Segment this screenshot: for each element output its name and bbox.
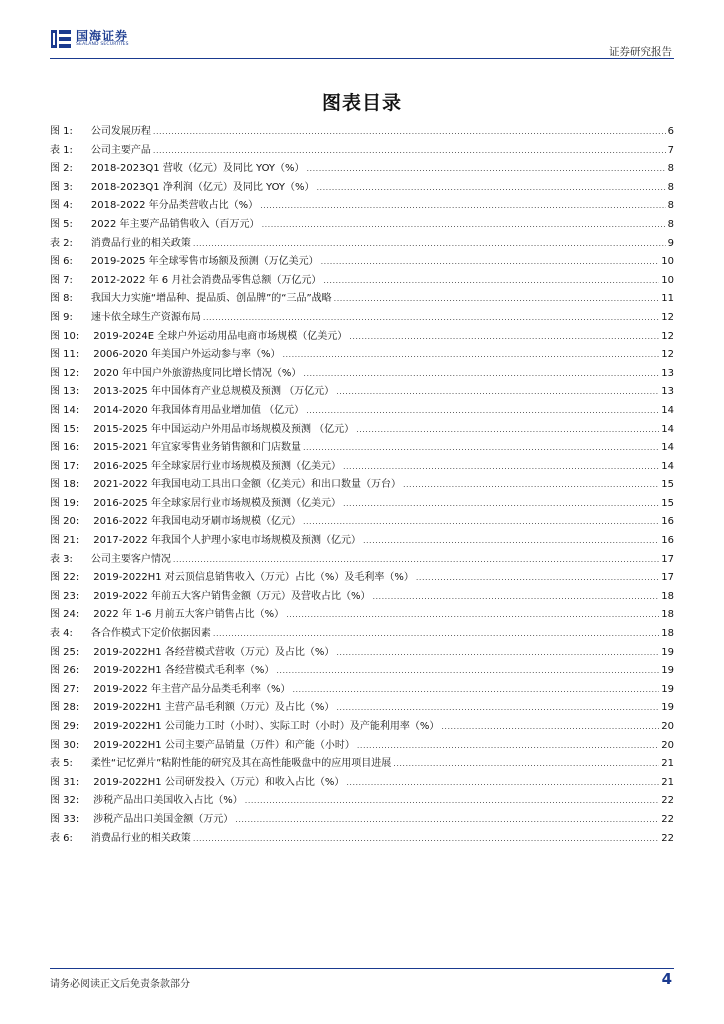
toc-entry-page: 19	[661, 702, 674, 714]
toc-leader-dots	[193, 834, 659, 843]
table-of-figures	[50, 122, 674, 847]
toc-entry-label: 图 27:	[50, 683, 80, 695]
toc-leader-dots	[336, 703, 659, 712]
toc-entry[interactable]	[50, 271, 674, 290]
toc-leader-dots	[173, 555, 659, 564]
toc-entry-title: 2022 年 1-6 月前五大客户销售占比（%）	[93, 609, 285, 621]
toc-entry[interactable]	[50, 810, 674, 829]
toc-entry-label: 图 19:	[50, 497, 80, 509]
page-number: 4	[661, 970, 672, 988]
toc-entry-title: 消费品行业的相关政策	[90, 832, 191, 844]
toc-leader-dots	[334, 294, 660, 303]
toc-entry-title: 2018-2023Q1 营收（亿元）及同比 YOY（%）	[90, 163, 305, 175]
toc-leader-dots	[336, 387, 659, 396]
toc-entry[interactable]	[50, 791, 674, 810]
toc-entry[interactable]	[50, 159, 674, 178]
toc-entry[interactable]	[50, 680, 674, 699]
toc-entry-label: 表 1:	[50, 144, 73, 156]
toc-entry[interactable]	[50, 754, 674, 773]
toc-entry-page: 13	[661, 367, 674, 379]
toc-leader-dots	[441, 722, 659, 731]
toc-entry-label: 图 23:	[50, 590, 80, 602]
toc-leader-dots	[356, 425, 659, 434]
toc-entry-page: 15	[661, 479, 674, 491]
toc-leader-dots	[416, 573, 659, 582]
toc-leader-dots	[343, 499, 659, 508]
toc-entry-title: 2016-2025 年全球家居行业市场规模及预测（亿美元）	[93, 460, 341, 472]
logo-text	[76, 30, 129, 48]
toc-entry-label: 图 2:	[50, 163, 73, 175]
toc-entry-page: 14	[661, 423, 674, 435]
toc-leader-dots	[346, 778, 659, 787]
toc-entry-page: 12	[661, 330, 674, 342]
toc-leader-dots	[303, 517, 659, 526]
toc-leader-dots	[276, 666, 659, 675]
toc-entry-label: 图 30:	[50, 739, 80, 751]
toc-entry-label: 图 28:	[50, 702, 80, 714]
toc-entry-page: 20	[661, 739, 674, 751]
toc-entry[interactable]	[50, 382, 674, 401]
toc-entry-page: 14	[661, 404, 674, 416]
toc-entry-title: 2015-2021 年宜家零售业务销售额和门店数量	[93, 442, 301, 454]
toc-entry-title: 2013-2025 年中国体育产业总规模及预测 （万亿元）	[93, 386, 335, 398]
toc-entry[interactable]	[50, 550, 674, 569]
toc-entry-title: 涉税产品出口美国收入占比（%）	[93, 795, 243, 807]
toc-entry-title: 2019-2022H1 主营产品毛利额（万元）及占比（%）	[93, 702, 335, 714]
toc-entry-page: 17	[661, 572, 674, 584]
toc-entry[interactable]	[50, 475, 674, 494]
toc-leader-dots	[372, 592, 659, 601]
toc-entry[interactable]	[50, 512, 674, 531]
toc-entry-label: 图 11:	[50, 349, 80, 361]
toc-entry-title: 2018-2022 年分品类营收占比（%）	[90, 200, 259, 212]
toc-entry-label: 图 1:	[50, 126, 73, 137]
toc-entry[interactable]	[50, 457, 674, 476]
toc-leader-dots	[153, 127, 666, 136]
toc-leader-dots	[245, 796, 659, 805]
toc-entry-title: 2019-2025 年全球零售市场额及预测（万亿美元）	[90, 256, 319, 268]
toc-entry-page: 18	[661, 590, 674, 602]
toc-entry-title: 2018-2023Q1 净利润（亿元）及同比 YOY（%）	[90, 181, 315, 193]
toc-entry-label: 图 24:	[50, 609, 80, 621]
toc-entry[interactable]	[50, 438, 674, 457]
toc-entry-page: 20	[661, 721, 674, 732]
toc-entry-title: 2006-2020 年美国户外运动参与率（%）	[93, 349, 281, 361]
toc-entry-title: 2016-2022 年我国电动牙刷市场规模（亿元）	[93, 516, 301, 528]
toc-entry-title: 公司主要客户情况	[90, 553, 171, 565]
toc-entry[interactable]	[50, 122, 674, 141]
toc-entry[interactable]	[50, 178, 674, 197]
toc-entry[interactable]	[50, 289, 674, 308]
toc-entry-page: 22	[661, 832, 674, 844]
toc-entry-page: 22	[661, 813, 674, 825]
toc-leader-dots	[286, 610, 659, 619]
toc-entry-page: 18	[661, 628, 674, 640]
toc-entry-title: 2019-2022H1 公司能力工时（小时）、实际工时（小时）及产能利用率（%）	[93, 721, 440, 732]
company-logo	[50, 28, 129, 50]
toc-entry[interactable]	[50, 717, 674, 736]
toc-entry[interactable]	[50, 605, 674, 624]
toc-entry-label: 图 17:	[50, 460, 80, 472]
toc-entry-title: 2019-2022H1 各经营模式营收（万元）及占比（%）	[93, 646, 335, 658]
toc-entry-page: 8	[667, 218, 674, 230]
toc-entry-title: 2020 年中国户外旅游热度同比增长情况（%）	[93, 367, 302, 379]
toc-entry-label: 图 10:	[50, 330, 80, 342]
toc-leader-dots	[363, 536, 659, 545]
toc-entry[interactable]	[50, 773, 674, 792]
toc-entry[interactable]	[50, 736, 674, 755]
toc-entry[interactable]	[50, 420, 674, 439]
toc-leader-dots	[260, 201, 666, 210]
toc-entry-label: 图 7:	[50, 274, 73, 286]
toc-leader-dots	[303, 369, 659, 378]
toc-entry-label: 表 4:	[50, 628, 73, 640]
toc-entry-title: 2015-2025 年中国运动户外用品市场规模及预测 （亿元）	[93, 423, 355, 435]
toc-leader-dots	[323, 276, 659, 285]
toc-entry-label: 图 12:	[50, 367, 80, 379]
toc-entry-label: 图 6:	[50, 256, 73, 268]
toc-entry-title: 涉税产品出口美国金额（万元）	[93, 813, 234, 825]
toc-entry-label: 图 13:	[50, 386, 80, 398]
toc-entry-label: 图 3:	[50, 181, 73, 193]
toc-leader-dots	[193, 239, 666, 248]
toc-entry[interactable]	[50, 568, 674, 587]
toc-entry-title: 公司主要产品	[90, 144, 151, 156]
toc-leader-dots	[303, 443, 659, 452]
toc-entry-label: 图 8:	[50, 293, 73, 305]
toc-entry-label: 图 25:	[50, 646, 80, 658]
toc-entry-page: 10	[661, 256, 674, 268]
toc-entry-label: 表 3:	[50, 553, 73, 565]
toc-entry-page: 13	[661, 386, 674, 398]
toc-entry[interactable]	[50, 196, 674, 215]
toc-entry-page: 19	[661, 646, 674, 658]
toc-entry-title: 我国大力实施“增品种、提品质、创品牌”的“三品”战略	[90, 293, 332, 305]
toc-entry-page: 9	[667, 237, 674, 249]
toc-entry-page: 16	[661, 516, 674, 528]
toc-entry-page: 21	[661, 758, 674, 770]
footer-disclaimer: 请务必阅读正文后免责条款部分	[50, 979, 190, 990]
toc-entry-label: 图 15:	[50, 423, 80, 435]
toc-entry-title: 消费品行业的相关政策	[90, 237, 191, 249]
toc-entry-page: 6	[667, 126, 674, 137]
toc-entry[interactable]	[50, 141, 674, 160]
toc-entry-label: 图 14:	[50, 404, 80, 416]
toc-entry-title: 2016-2025 年全球家居行业市场规模及预测（亿美元）	[93, 497, 341, 509]
toc-entry-title: 2021-2022 年我国电动工具出口金额（亿美元）和出口数量（万台）	[93, 479, 401, 491]
toc-entry-label: 图 9:	[50, 311, 73, 323]
toc-entry-label: 图 21:	[50, 535, 80, 547]
toc-entry[interactable]	[50, 308, 674, 327]
toc-entry-page: 17	[661, 553, 674, 565]
toc-entry-title: 2019-2024E 全球户外运动用品电商市场规模（亿美元）	[93, 330, 348, 342]
toc-entry[interactable]	[50, 215, 674, 234]
toc-entry-page: 8	[667, 181, 674, 193]
toc-entry[interactable]	[50, 364, 674, 383]
toc-entry-label: 表 6:	[50, 832, 73, 844]
header-divider	[50, 58, 674, 59]
toc-leader-dots	[349, 332, 659, 341]
toc-entry-page: 22	[661, 795, 674, 807]
toc-entry-title: 2022 年主要产品销售收入（百万元）	[90, 218, 260, 230]
toc-entry[interactable]	[50, 531, 674, 550]
toc-leader-dots	[403, 480, 659, 489]
toc-entry[interactable]	[50, 345, 674, 364]
toc-entry-title: 2019-2022H1 公司主要产品销量（万件）和产能（小时）	[93, 739, 355, 751]
toc-entry-page: 15	[661, 497, 674, 509]
toc-entry-label: 图 33:	[50, 813, 80, 825]
toc-entry-title: 2012-2022 年 6 月社会消费品零售总额（万亿元）	[90, 274, 322, 286]
toc-leader-dots	[262, 220, 666, 229]
toc-entry-label: 图 31:	[50, 776, 80, 788]
toc-entry-label: 表 5:	[50, 758, 73, 770]
toc-entry[interactable]	[50, 698, 674, 717]
toc-leader-dots	[213, 629, 659, 638]
toc-leader-dots	[153, 146, 666, 155]
toc-entry-page: 14	[661, 460, 674, 472]
toc-leader-dots	[393, 759, 659, 768]
toc-leader-dots	[357, 741, 659, 750]
toc-entry-page: 14	[661, 442, 674, 454]
toc-leader-dots	[321, 257, 660, 266]
toc-entry-page: 8	[667, 200, 674, 212]
toc-entry[interactable]	[50, 401, 674, 420]
toc-entry-title: 2019-2022H1 公司研发投入（万元）和收入占比（%）	[93, 776, 345, 788]
toc-leader-dots	[282, 350, 659, 359]
toc-entry-title: 2019-2022 年主营产品分品类毛利率（%）	[93, 683, 291, 695]
toc-entry-title: 2014-2020 年我国体育用品业增加值 （亿元）	[93, 404, 305, 416]
toc-entry-title: 2019-2022H1 各经营模式毛利率（%）	[93, 665, 275, 677]
toc-entry-label: 图 16:	[50, 442, 80, 454]
report-type-label: 证券研究报告	[609, 46, 672, 58]
page-title: 图表目录	[321, 92, 402, 114]
toc-leader-dots	[235, 815, 659, 824]
toc-leader-dots	[292, 685, 659, 694]
toc-entry-label: 图 22:	[50, 572, 80, 584]
toc-entry[interactable]	[50, 643, 674, 662]
toc-entry-title: 柔性“记忆弹片”粘附性能的研究及其在高性能吸盘中的应用项目进展	[90, 758, 392, 770]
toc-entry[interactable]	[50, 252, 674, 271]
toc-leader-dots	[343, 462, 659, 471]
toc-entry-title: 2017-2022 年我国个人护理小家电市场规模及预测（亿元）	[93, 535, 361, 547]
toc-entry-page: 8	[667, 163, 674, 175]
toc-entry-title: 公司发展历程	[90, 126, 151, 137]
toc-entry-page: 18	[661, 609, 674, 621]
toc-entry-page: 7	[667, 144, 674, 156]
toc-entry-page: 16	[661, 535, 674, 547]
toc-leader-dots	[307, 164, 666, 173]
toc-entry-label: 图 5:	[50, 218, 73, 230]
toc-leader-dots	[336, 648, 659, 657]
toc-entry[interactable]	[50, 234, 674, 253]
toc-entry[interactable]	[50, 829, 674, 848]
toc-entry-page: 12	[661, 349, 674, 361]
toc-entry[interactable]	[50, 327, 674, 346]
toc-entry-label: 表 2:	[50, 237, 73, 249]
toc-entry-page: 12	[661, 311, 674, 323]
toc-entry-page: 10	[661, 274, 674, 286]
toc-entry-page: 19	[661, 683, 674, 695]
toc-leader-dots	[317, 183, 666, 192]
logo-chinese-name: 国海证券	[76, 29, 129, 44]
toc-entry[interactable]	[50, 624, 674, 643]
toc-entry-title: 各合作模式下定价依据因素	[90, 628, 211, 640]
toc-entry[interactable]	[50, 494, 674, 513]
logo-english-name: SEALAND SECURITIES	[76, 42, 129, 48]
toc-entry-title: 速卡依全球生产资源布局	[90, 311, 201, 323]
toc-entry-title: 2019-2022 年前五大客户销售金额（万元）及营收占比（%）	[93, 590, 371, 602]
toc-entry-page: 21	[661, 776, 674, 788]
toc-entry-page: 11	[661, 293, 674, 305]
logo-mark-icon	[50, 28, 72, 50]
toc-entry[interactable]	[50, 661, 674, 680]
toc-leader-dots	[306, 406, 659, 415]
footer-divider	[50, 968, 674, 969]
toc-entry[interactable]	[50, 587, 674, 606]
toc-leader-dots	[203, 313, 659, 322]
toc-entry-label: 图 29:	[50, 721, 80, 732]
toc-entry-label: 图 4:	[50, 200, 73, 212]
toc-entry-label: 图 18:	[50, 479, 80, 491]
page-header	[50, 28, 674, 58]
toc-entry-label: 图 32:	[50, 795, 80, 807]
toc-entry-page: 19	[661, 665, 674, 677]
toc-entry-label: 图 26:	[50, 665, 80, 677]
toc-entry-title: 2019-2022H1 对云顶信息销售收入（万元）占比（%）及毛利率（%）	[93, 572, 414, 584]
toc-entry-label: 图 20:	[50, 516, 80, 528]
